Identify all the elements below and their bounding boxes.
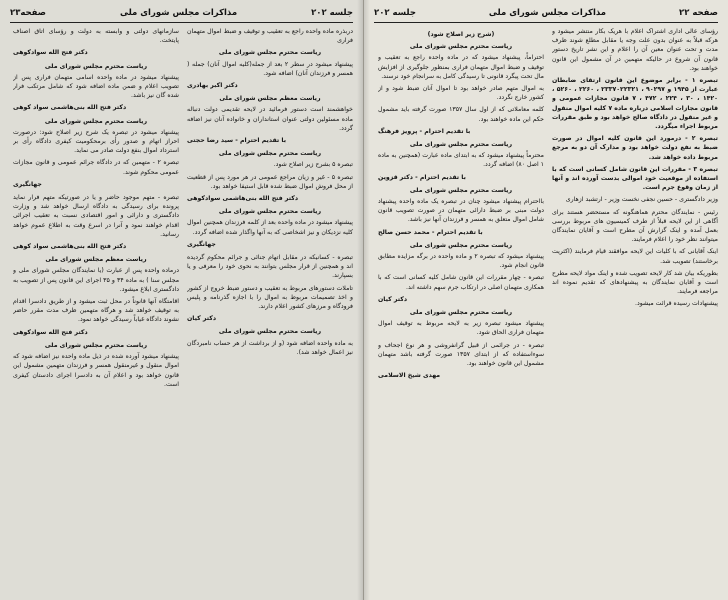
body-paragraph: پیشنهاد میشود در ماده واحده بعد از کلمه فرزندان همچنین اموال کلیه نزدیکان و نیز اشخاصی که به آنها واگذار شده اضافه گردد.	[187, 219, 353, 236]
left-page-column-right	[187, 27, 353, 595]
left-page-header	[10, 6, 353, 23]
right-page-session: جلسه ۲۰۲	[374, 8, 416, 18]
addressee-line: ریاست محترم مجلس شورای ملی	[409, 241, 513, 249]
note-paragraph: تبصره ۲ - درمورد این قانون کلیه اموال در صورت ضبط به نفع دولت خواهد بود و مدارک آن دو به مرجع مربوط داده خواهد شد.	[552, 135, 718, 161]
addressee-line: ریاست محترم مجلس شورای ملی	[409, 309, 513, 317]
addressee-line: (شرح زیر اصلاح شود)	[427, 31, 495, 38]
addressee-line: ریاست معظم مجلس شورای ملی	[219, 95, 321, 103]
right-page-column-right	[552, 27, 718, 595]
body-paragraph: احتراماً، پیشنهاد میشود که در ماده واحده راجع به تعقیب و توقیف و ضبط اموال متهمان فراری بمنظور جلوگیری از افزایش مال تحت پیگرد قانونی تا رسیدگی کامل به سرانجام خود نرسند.	[378, 54, 544, 80]
body-paragraph: به ماده واحده اضافه شود (و از برداشت از هر حساب نامبردگان نیز اعمال خواهد شد).	[187, 339, 353, 356]
right-page-number: صفحه ۲۲	[679, 8, 718, 18]
signature-line: مهدی شیخ الاسلامی	[378, 372, 441, 380]
signature-line: با تقدیم احترام - سید رضا حجتی	[187, 137, 287, 145]
body-paragraph: تاملات دستورهای مربوط به تعقیب و دستور ضبط خروج از کشور و اخذ تصمیمات مربوط به اموال را با اجازه گذرنامه و پلیس فرودگاه و مرزهای کشور اعلام دارند.	[187, 284, 353, 311]
addressee-line: ریاست محترم مجلس شورای ملی	[409, 141, 513, 149]
addressee-line: ریاست معظم مجلس شورای ملی	[45, 256, 147, 264]
addressee-line: ریاست محترم مجلس شورای ملی	[218, 49, 322, 57]
body-paragraph: پیشنهاد میشود آورده شده در ذیل ماده واحده نیز اضافه شود که اموال منقول و غیرمنقول همسر و فرزندان متهمین مشمول این قانون خواهد بود و اعلام آن به دادسرا اجرای دادستان کیفری است.	[13, 353, 179, 388]
body-paragraph: پیشنهادات رسیده قرائت میشود.	[635, 300, 718, 308]
note-paragraph: تبصره ۱ - برابر موضوع این قانون ارتقای ضابطان عبارت از ۱۹۴۵ و ۹۰۲۹۷ ، ۲۳۳۷۰۲۲۳۲۱ ، ۲۲۶۰ ، ۵۲۶۰ ، ۱۴۲۰ ، ۳۰ ، ۲۲۴ ، ۴۷۲ ، ۷ قانون مجازات عمومی و قانون مجازات اسلامی درباره ماده ۷ کلیه اموال منقول و غیر منقول در دادگاه صالح خواهد بود و طبق مقررات مربوط اجراء میگردد.	[552, 77, 718, 131]
signature-line: دکتر فتح الله بنی‌هاشمی سوادکوهی	[187, 195, 299, 203]
right-page-header	[374, 6, 718, 23]
body-paragraph: رئیس - نمایندگان محترم هماهنگونه که مستحضر هستند برای آگاهی از این لایحه قبلاً از طرف کمیسیون های مربوط بررسی بعمل آمده و اینک گزارش آن مطرح است و آقایان نمایندگان میتوانند نظر خود را اعلام فرمایند.	[552, 208, 718, 244]
signature-line: با تقدیم احترام - محمد حسن صالح	[378, 228, 483, 236]
addressee-line: ریاست محترم مجلس شورای ملی	[218, 328, 322, 336]
body-paragraph: پیشنهاد میشود در تبصره یک شرح زیر اصلاح شود: درصورت احراز اتهام و صدور رأی برمحکومیت کیفری دادگاه رأی بر استرداد اموال بنفع دولت صادر می نماید.	[13, 128, 179, 155]
body-paragraph: درماده واحده پس از عبارت (یا نمایندگان مجلس شورای ملی و مجلس سنا ) به ماده ۳۴ و ۳۵ اجرای این قانون پس از تصویب به دادگستری ابلاغ میشود.	[13, 267, 179, 293]
note-paragraph: تبصره ۳ - مقررات این قانون شامل کسانی است که با استفاده از موقعیت خود اموالی بدست آورده اند و آنها از زمان وقوع جرم است.	[552, 165, 718, 192]
body-paragraph: تبصره - متهم موجود حاضر و یا در صورتیکه متهم فرار نماید پرونده برای رسیدگی به دادگاه ارسال خواهد شد و وزارت دادگستری و دارائی و امور اقتصادی نسبت به تعقیب اجرائی اقدام خواهند نمود و آنرا در اسرع وقت به اطلاع عموم خواهد رسانید.	[13, 194, 179, 238]
signature-line: دکتر فتح الله بنی‌هاشمی سواد کوهی	[13, 104, 127, 112]
right-page	[364, 0, 728, 600]
gutter-shadow	[357, 0, 363, 600]
addressee-line: ریاست محترم مجلس شورای ملی	[44, 62, 148, 70]
signature-line: دکتر کیان	[378, 295, 408, 303]
body-paragraph: پیشنهاد میشود تبصره زیر به لایحه مربوط به توقیف اموال متهمان فراری الحاق شود.	[378, 320, 544, 337]
body-paragraph: تبصره - کسانیکه در مقابل اتهام جنائی و جرائم محکوم گردیده اند و همچنین از قرار مجلس بتوانند به نحوی خود را معرفی و یا بسپارند.	[187, 254, 353, 280]
body-paragraph: محترماً پیشنهاد میشود که به ابتدای ماده عبارت (همچنین به ماده ۱ اصل ۸۰) اضافه گردد.	[378, 152, 544, 169]
body-paragraph: بااحترام پیشنهاد میشود چنان در تبصره یک ماده واحده پیشنهاد دولت مبنی بر ضبط دارائی متهمان در صورت تصویب قانون شامل اموال متعلق به همسر و فرزندان آنها نیز باشد.	[378, 198, 544, 224]
body-paragraph: خواهشمند است دستور فرمائید در لایحه تقدیمی دولت دنباله ماده مسئولین دولتی عنوان استانداران و خانواده آنان نیز اضافه گردد.	[187, 106, 353, 132]
addressee-line: ریاست محترم مجلس شورای ملی	[218, 208, 322, 216]
body-paragraph: اینک آقایانی که با کلیات این لایحه موافقند قیام فرمایند (اکثریت برخاستند) تصویب شد.	[552, 248, 718, 265]
left-page-column-left	[13, 27, 179, 595]
body-paragraph: اقامتگاه آنها قانوناً در محل ثبت میشود و از طریق دادسرا اقدام به توقیف خواهد شد و هرگاه متهمین ظرف مدت مقرر حاضر نشوند دادگاه غیاباً رسیدگی خواهد نمود.	[13, 298, 179, 324]
addressee-line: ریاست محترم مجلس شورای ملی	[44, 117, 148, 125]
body-paragraph: دربذره ماده واحده راجع به تعقیب و توقیف و ضبط اموال متهمان فراری	[187, 28, 353, 45]
signature-line: دکتر کیان	[187, 315, 217, 323]
addressee-line: ریاست محترم مجلس شورای ملی	[409, 186, 513, 194]
body-paragraph: پیشنهاد میشود در ماده واحده اسامی متهمان فراری پس از تصویب اعلام و ضمن ماده اضافه شود که شامل مرتکب فرار شده گان نیز باشد.	[13, 73, 179, 100]
body-paragraph: تبصره - چهار مقررات این قانون شامل کلیه کسانی است که با همکاری متهمان اصلی در ارتکاب جرم سهم داشته اند.	[378, 274, 544, 291]
signature-line: دکتر فتح الله سوادکوهی	[13, 49, 88, 57]
gutter-shadow	[364, 0, 370, 600]
left-page-columns	[10, 27, 353, 595]
signature-line: جهانگیری	[187, 240, 216, 248]
signature-line: دکتر فتح الله بنی‌هاشمی سواد کوهی	[13, 243, 127, 251]
left-page-title: مذاکرات مجلس شورای ملی	[119, 8, 238, 18]
right-page-title: مذاکرات مجلس شورای ملی	[488, 8, 607, 18]
body-paragraph: رؤسای عالی اداری اشتراک اعلام با هریک بکار منتشر میشود و هرکه قبلاً به عنوان بدون علت وجه یا مقابل مطلع شوند ظرف مدت و تحت عنوان معین آن را اعلام و این نشر تاریخ دستور قانون آن شروع در حالیکه متهمین در آن مشمول این قانون خواهند بود.	[552, 28, 718, 72]
body-paragraph: بطوریکه بیان شد کار لایحه تصویب شده و اینک مواد لایحه مطرح است و آقایان نمایندگان به پیشنهادهای که تقدیم نموده اند مراجعه فرمایند.	[552, 269, 718, 296]
body-paragraph: سازمانهای دولتی و وابسته به دولت و رؤسای اتاق اصناف پایتخت.	[13, 28, 179, 45]
addressee-line: ریاست محترم مجلس شورای ملی	[44, 341, 148, 349]
signature-line: با تقدیم احترام - پرویز فرهنگ	[378, 127, 471, 135]
addressee-line: ریاست محترم مجلس شورای ملی	[218, 150, 322, 158]
body-paragraph: کلمه معاملاتی که از اول سال ۱۳۵۷ صورت گرفته باید مشمول حکم این ماده خواهند بود.	[378, 106, 544, 123]
body-paragraph: پیشنهاد میشود در سطر ۲ بعد از جمله(کلیه اموال آنان) جمله ( همسر و فرزندان آنان) اضافه شود.	[187, 60, 353, 77]
signature-line: با تقدیم احترام - دکتر قزوین	[378, 173, 466, 181]
signature-line: جهانگیری	[13, 180, 42, 188]
signature-line: دکتر اکبر بهادری	[187, 82, 238, 90]
body-paragraph: تبصره - در جرائمی از قبیل گرانفروشی و هر نوع اجحاف و سوءاستفاده که از ابتدای ۱۳۵۷ صورت گرفته باشد متهمان مشمول این قانون خواهند بود.	[378, 341, 544, 368]
body-paragraph: پیشنهاد میشود که تبصره ۲ و ماده واحده در برگه مزایده مطابق قانون انجام شود.	[378, 253, 544, 270]
body-paragraph: تبصره ۵ - غیر و زیان مراجع عمومی در هر مورد پس از قطعیت از محل فروش اموال ضبط شده قابل استیفا خواهد بود.	[187, 173, 353, 190]
body-paragraph: تبصره ۵ بشرح زیر اصلاح شود.	[273, 161, 353, 169]
body-paragraph: به اموال متهم صادر خواهد بود تا اموال آنان ضبط شود و از کشور خارج نگردد.	[378, 85, 544, 102]
signature-line: دکتر فتح الله سوادکوهی	[13, 328, 88, 336]
body-paragraph: وزیر دادگستری - حسین نجفی نخست وزیر - ارتشبد ازهاری	[565, 196, 718, 204]
body-paragraph: تبصره ۲ - متهمین که در دادگاه جرائم عمومی و قانون مجازات عمومی محکوم شوند.	[13, 159, 179, 176]
addressee-line: ریاست محترم مجلس شورای ملی	[409, 43, 513, 51]
left-page-session: جلسه ۲۰۲	[311, 8, 353, 18]
right-page-column-left	[378, 27, 544, 595]
left-page-number: صفحه۲۳	[10, 8, 47, 18]
right-page-columns	[374, 27, 718, 595]
